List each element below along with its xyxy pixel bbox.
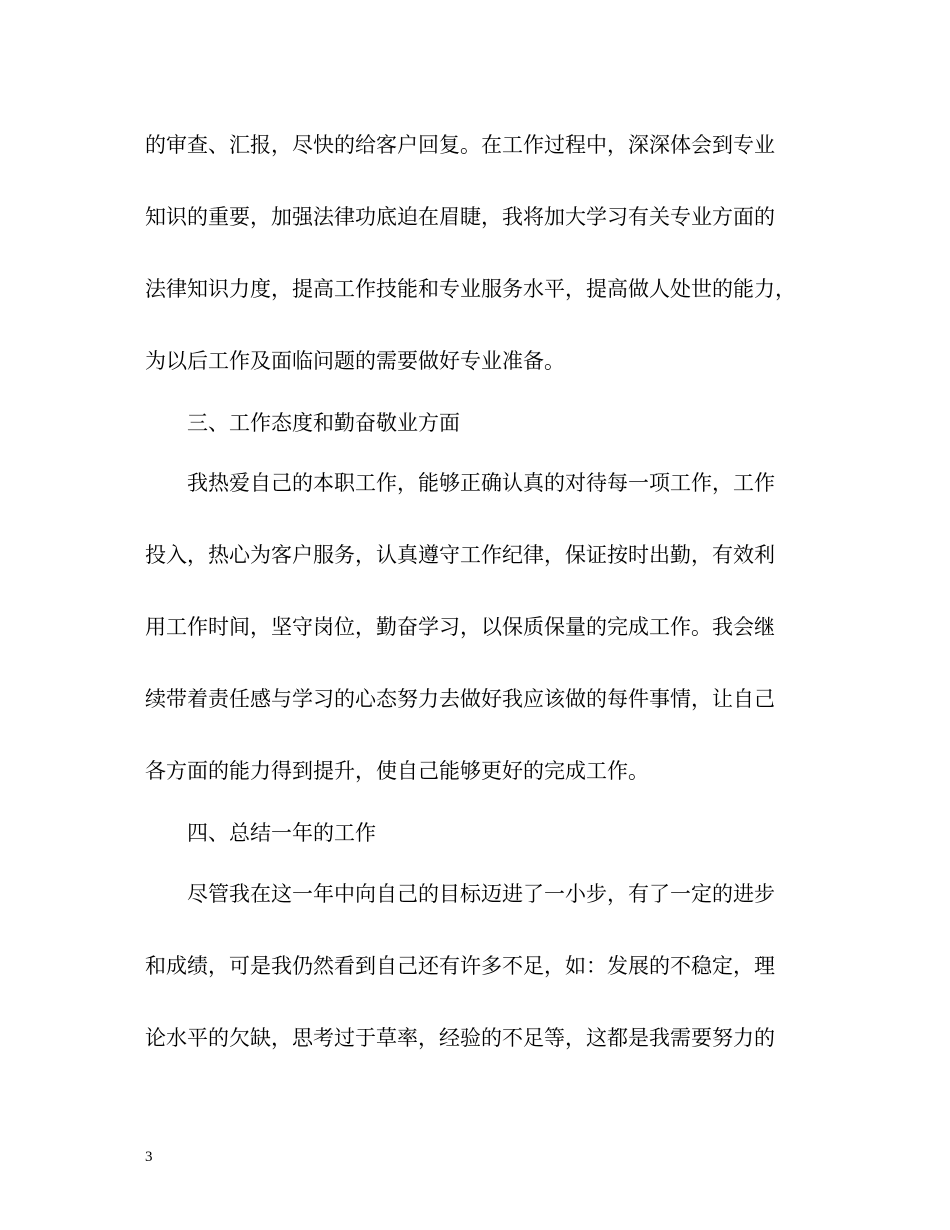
paragraph-line: 各方面的能力得到提升，使自己能够更好的完成工作。 <box>145 759 649 783</box>
paragraph-line: 知识的重要，加强法律功底迫在眉睫，我将加大学习有关专业方面的 <box>145 205 775 229</box>
paragraph-line: 论水平的欠缺，思考过于草率，经验的不足等，这都是我需要努力的 <box>145 1026 775 1050</box>
paragraph-line: 的审查、汇报，尽快的给客户回复。在工作过程中，深深体会到专业 <box>145 133 775 157</box>
paragraph-line: 法律知识力度，提高工作技能和专业服务水平，提高做人处世的能力， <box>145 277 796 301</box>
section-heading: 四、总结一年的工作 <box>187 821 376 845</box>
paragraph-line: 续带着责任感与学习的心态努力去做好我应该做的每件事情，让自己 <box>145 687 775 711</box>
paragraph-line: 我热爱自己的本职工作，能够正确认真的对待每一项工作，工作 <box>187 471 775 495</box>
section-heading: 三、工作态度和勤奋敬业方面 <box>187 411 460 435</box>
paragraph-line: 为以后工作及面临问题的需要做好专业准备。 <box>145 349 565 373</box>
paragraph-line: 尽管我在这一年中向自己的目标迈进了一小步，有了一定的进步 <box>187 882 775 906</box>
paragraph-line: 投入，热心为客户服务，认真遵守工作纪律，保证按时出勤，有效利 <box>145 543 775 567</box>
paragraph-line: 和成绩，可是我仍然看到自己还有许多不足，如：发展的不稳定，理 <box>145 954 775 978</box>
page-number: 3 <box>145 1149 153 1165</box>
paragraph-line: 用工作时间，坚守岗位，勤奋学习，以保质保量的完成工作。我会继 <box>145 615 775 639</box>
